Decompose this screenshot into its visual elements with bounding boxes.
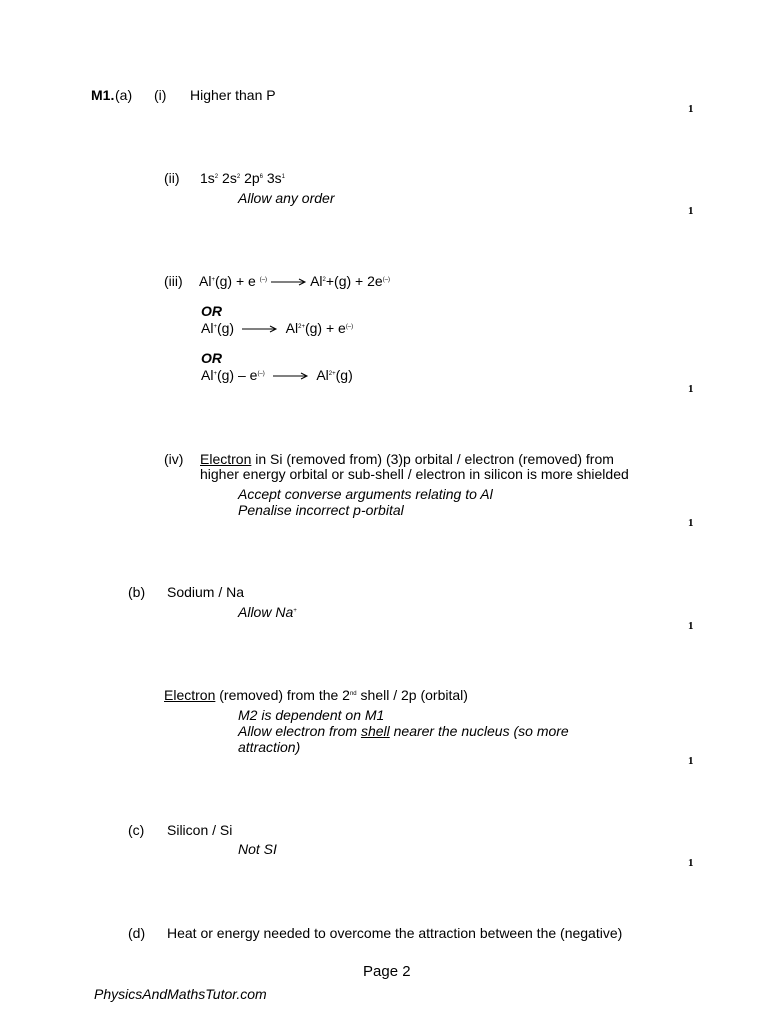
- reaction-arrow-icon: [271, 278, 307, 286]
- part-c-label: (c): [128, 822, 145, 838]
- part-c-answer: Silicon / Si: [167, 822, 233, 838]
- mark: 1: [688, 103, 694, 115]
- sub-ii-note: Allow any order: [238, 190, 335, 206]
- mark: 1: [688, 755, 694, 767]
- part-d-answer: Heat or energy needed to overcome the attraction between the (negative): [167, 925, 623, 941]
- mark: 1: [688, 857, 694, 869]
- mark: 1: [688, 205, 694, 217]
- part-b-note: M2 is dependent on M1: [238, 707, 385, 723]
- sub-ii-label: (ii): [164, 170, 180, 186]
- sub-iv-note: Penalise incorrect p-orbital: [238, 502, 404, 518]
- part-b-note: attraction): [238, 739, 301, 755]
- part-d-label: (d): [128, 925, 146, 941]
- footer-site: PhysicsAndMathsTutor.com: [94, 986, 267, 1002]
- sub-i-label: (i): [154, 87, 167, 103]
- sub-iv-line1: Electron in Si (removed from) (3)p orbital / electron (removed) from: [200, 451, 614, 467]
- sub-iv-line2: higher energy orbital or sub-shell / electron in silicon is more shielded: [200, 466, 629, 482]
- sub-i-answer: Higher than P: [190, 87, 276, 103]
- equation-2: Al+(g) $Al^{2+}(g) + e^{(-)}$: [201, 320, 354, 336]
- mark: 1: [688, 620, 694, 632]
- page-number: Page 2: [363, 963, 411, 980]
- reaction-arrow-icon: [273, 372, 309, 380]
- part-b-second-answer: Electron (removed) from the 2nd shell / 2p (orbital): [164, 687, 468, 703]
- question-number: M1.: [91, 87, 115, 103]
- mark: 1: [688, 383, 694, 395]
- reaction-arrow-icon: [242, 325, 278, 333]
- equation-3: Al+(g) – e(–) $Al^{2+}(g)$: [201, 367, 353, 383]
- or-label: OR: [201, 350, 222, 366]
- sub-iii-label: (iii): [164, 273, 183, 289]
- part-b-note: Allow Na+: [238, 604, 297, 620]
- part-c-note: Not SI: [238, 841, 277, 857]
- sub-iv-note: Accept converse arguments relating to Al: [238, 486, 493, 502]
- or-label: OR: [201, 303, 222, 319]
- mark: 1: [688, 517, 694, 529]
- part-b-label: (b): [128, 584, 146, 600]
- part-b-note: Allow electron from shell nearer the nucleus (so more: [238, 723, 569, 739]
- part-b-answer: Sodium / Na: [167, 584, 245, 600]
- sub-iv-label: (iv): [164, 451, 184, 467]
- part-a-label: (a): [115, 87, 133, 103]
- equation-1: Al+(g) + e (–) $Al^2+(g) + 2e^{(-)}$: [199, 273, 391, 289]
- electron-configuration: $1s^2$ $2s^2$ $2p^6$ $3s^1$: [200, 170, 286, 186]
